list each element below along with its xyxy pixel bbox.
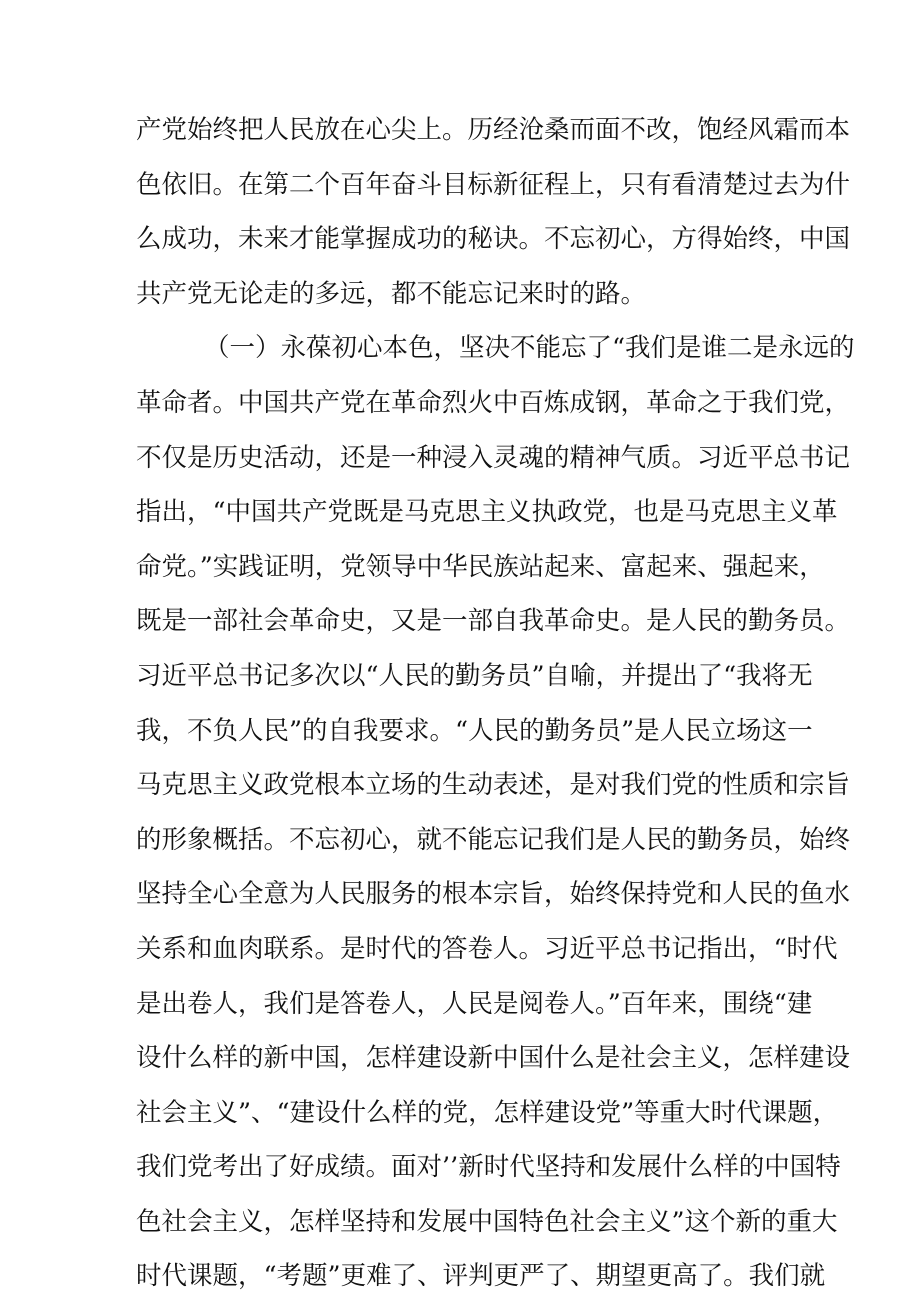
text-line: 产党始终把人民放在心尖上。历经沧桑而面不改，饱经风霜而本 bbox=[136, 115, 851, 145]
text-line: 是出卷人，我们是答卷人，人民是阅卷人。”百年来，围绕“建 bbox=[136, 988, 813, 1019]
text-line: 坚持全心全意为人民服务的根本宗旨，始终保持党和人民的鱼水 bbox=[136, 879, 851, 910]
text-line: 社会主义”、“建设什么样的党，怎样建设党”等重大时代课题， bbox=[136, 1097, 839, 1128]
text-line: 指出，“中国共产党既是马克思主义执政党，也是马克思主义革 bbox=[136, 497, 838, 528]
text-line: 的形象概括。不忘初心，就不能忘记我们是人民的勤务员，始终 bbox=[136, 824, 851, 855]
text-line: 么成功，未来才能掌握成功的秘诀。不忘初心，方得始终，中国 bbox=[136, 224, 851, 255]
text-line: 马克思主义政党根本立场的生动表述，是对我们党的性质和宗旨 bbox=[136, 770, 851, 801]
text-line: 关系和血肉联系。是时代的答卷人。习近平总书记指出，“时代 bbox=[136, 933, 838, 964]
text-line: 时代课题，“考题”更难了、评判更严了、期望更高了。我们就 bbox=[136, 1261, 826, 1292]
text-line: 习近平总书记多次以“人民的勤务员”自喻，并提出了“我将无 bbox=[136, 660, 813, 691]
text-line: 命党。”实践证明，党领导中华民族站起来、富起来、强起来， bbox=[136, 551, 825, 582]
body-text bbox=[136, 103, 855, 1304]
text-line: 不仅是历史活动，还是一种浸入灵魂的精神气质。习近平总书记 bbox=[136, 442, 851, 473]
section-heading-line: （一）永葆初心本色，坚决不能忘了“我们是谁二是永远的 bbox=[204, 333, 855, 364]
text-line: 色依旧。在第二个百年奋斗目标新征程上，只有看清楚过去为什 bbox=[136, 169, 851, 200]
text-line: 革命者。中国共产党在革命烈火中百炼成钢，革命之于我们党， bbox=[136, 387, 851, 418]
text-line: 设什么样的新中国，怎样建设新中国什么是社会主义，怎样建设 bbox=[136, 1043, 851, 1074]
text-line: 既是一部社会革命史，又是一部自我革命史。是人民的勤务员。 bbox=[136, 606, 851, 637]
text-line: 共产党无论走的多远，都不能忘记来时的路。 bbox=[136, 278, 647, 309]
text-line: 我们党考出了好成绩。面对’’新时代坚持和发展什么样的中国特 bbox=[136, 1152, 841, 1183]
text-line: 色社会主义，怎样坚持和发展中国特色社会主义”这个新的重大 bbox=[136, 1206, 838, 1237]
text-line: 我，不负人民”的自我要求。“人民的勤务员”是人民立场这一 bbox=[136, 715, 813, 746]
